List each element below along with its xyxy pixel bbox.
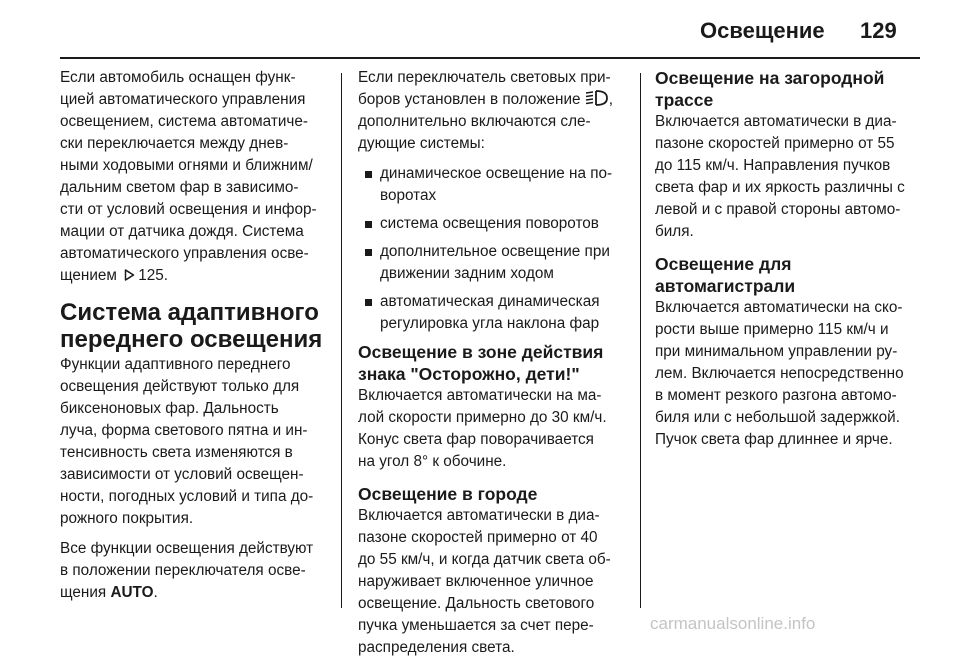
systems-intro: Если переключатель световых при- боров установлен в положение , дополнительно включаются сле- дующие системы: [358,69,613,152]
afl-line: освещения действуют только для [60,378,300,395]
section-heading-afl [60,299,328,353]
intro-line: цией автоматического управления [60,91,306,108]
intro-line: сти от условий освещения и инфор- [60,201,317,218]
town-section [358,483,626,659]
systems-line: боров установлен в положение [358,91,581,108]
country-road-heading: Освещение на загородной трассе [655,68,885,110]
column-1 [60,67,328,612]
afl-line: ности, погодных условий и типа до- [60,488,314,505]
intro-line: щением [60,267,117,284]
afl-paragraph [60,354,328,530]
auto-label: AUTO [110,584,154,601]
list-item: система освещения поворотов [358,213,626,235]
systems-list [358,163,626,335]
auto-light-switch-icon [585,90,609,106]
intro-paragraph [60,67,328,287]
afl-line: зависимости от условий освещен- [60,466,304,483]
auto-period: . [153,584,158,601]
auto-line: щения [60,584,107,601]
afl-line: тенсивность света изменяются в [60,444,293,461]
auto-line: в положении переключателя осве- [60,562,306,579]
intro-line: Если автомобиль оснащен функ- [60,69,296,86]
motorway-text: Включается автоматически на ско- рости выше примерно 115 км/ч и при минимальном управлении ру- лем. Включается непосредственно в момент резкого разгона автомо- биля или с небольшой задержкой. Пучок света фар длиннее и ярче. [655,299,904,448]
intro-line: дальним светом фар в зависимо- [60,179,299,196]
school-zone-section [358,341,626,473]
intro-line: освещением, система автоматиче- [60,113,308,130]
heading-line: переднего освещения [60,326,323,353]
auto-line: Все функции освещения действуют [60,540,314,557]
afl-line: биксеноновых фар. Дальность [60,400,279,417]
intro-line: мации от датчика дождя. Система [60,223,304,240]
afl-line: Функции адаптивного переднего [60,356,291,373]
heading-line: Система адаптивного [60,299,319,326]
school-zone-text: Включается автоматически на ма- лой скорости примерно до 30 км/ч. Конус света фар поворачивается на угол 8° к обочине. [358,387,607,470]
list-item: дополнительное освещение при движении задним ходом [358,241,626,285]
afl-line: луча, форма светового пятна и ин- [60,422,308,439]
column-divider-1 [341,73,342,608]
intro-line: автоматического управления осве- [60,245,309,262]
column-3 [655,67,923,461]
school-zone-heading: Освещение в зоне действия знака "Осторожно, дети!" [358,342,604,384]
page-title: Освещение [700,18,825,43]
systems-line: дующие системы: [358,135,485,152]
intro-line: ными ходовыми огнями и ближним/ [60,157,313,174]
town-heading: Освещение в городе [358,484,538,504]
column-divider-2 [640,73,641,608]
country-road-text: Включается автоматически в диа- пазоне скоростей примерно от 55 до 115 км/ч. Направления пучков света фар и их яркость различны с левой и с правой стороны автомо- биля. [655,113,905,240]
list-item: автоматическая динамическая регулировка угла наклона фар [358,291,626,335]
intro-line: ски переключается между днев- [60,135,289,152]
list-item: динамическое освещение на по- воротах [358,163,626,207]
country-road-section [655,67,923,243]
motorway-section [655,253,923,451]
auto-paragraph [60,538,328,604]
systems-line: дополнительно включаются сле- [358,113,591,130]
watermark: carmanualsonline.info [650,614,816,633]
afl-line: рожного покрытия. [60,510,194,527]
header-rule [60,57,920,59]
systems-line: Если переключатель световых при- [358,69,611,86]
motorway-heading: Освещение для автомагистрали [655,254,796,296]
page-reference-icon [124,269,135,281]
page-reference[interactable]: 125. [138,267,168,284]
column-2 [358,67,626,669]
town-text: Включается автоматически в диа- пазоне скоростей примерно от 40 до 55 км/ч, и когда датчик света об- наруживает включенное уличное освещение. Дальность светового пучка уменьшается за счет пере- распределения света. [358,507,611,656]
page-number: 129 [860,18,897,43]
